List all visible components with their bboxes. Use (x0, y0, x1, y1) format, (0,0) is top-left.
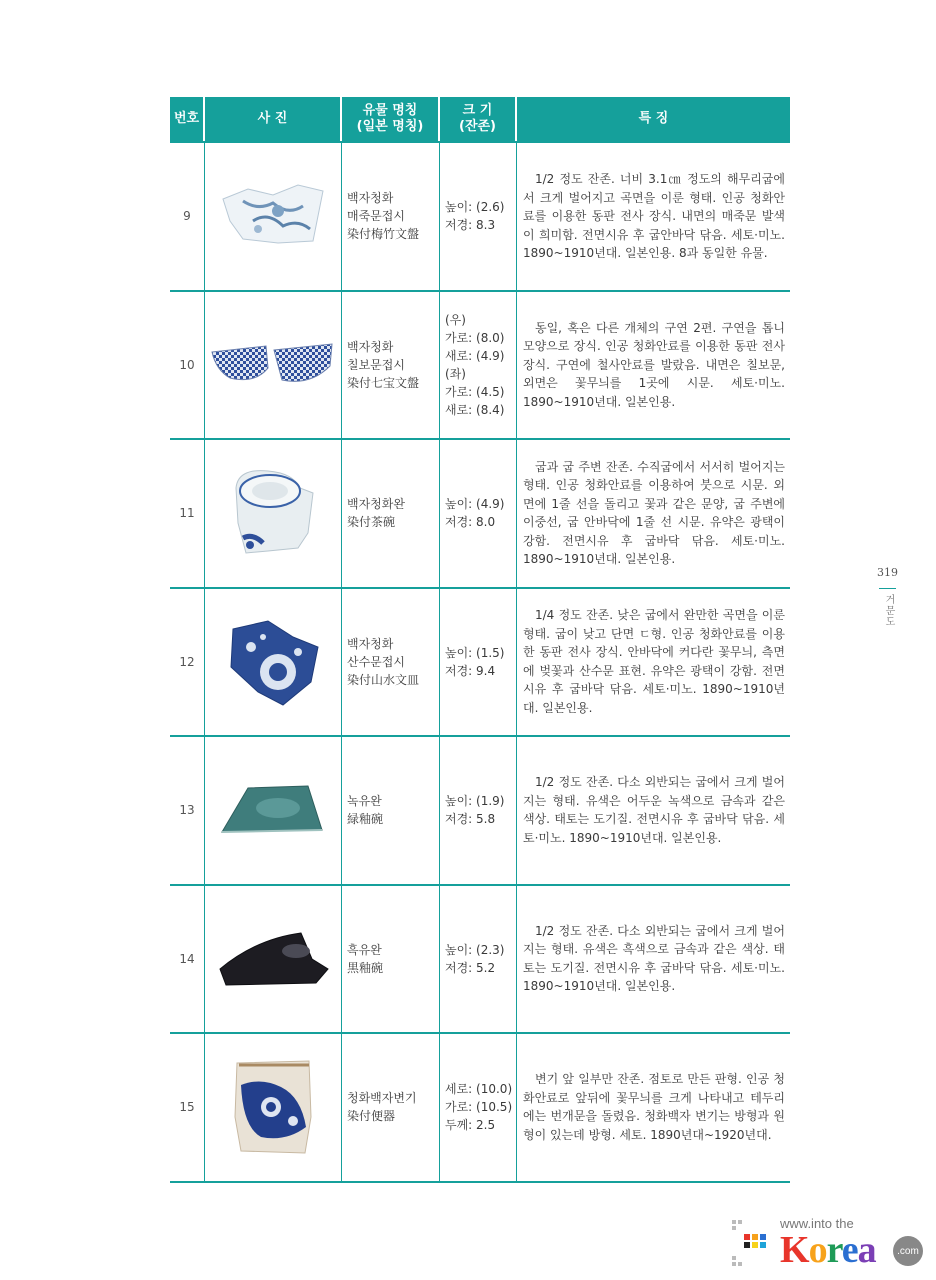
row-number: 12 (170, 589, 205, 736)
table-row (170, 292, 790, 441)
page-number: 319 (877, 566, 898, 579)
artifact-photo (205, 737, 342, 884)
artifact-size: (우) 가로: (8.0) 새로: (4.9) (좌) 가로: (4.5) 새로: (8.4) (440, 292, 517, 439)
artifact-size: 높이: (2.6) 저경: 8.3 (440, 143, 517, 290)
artifact-feature: 1/2 정도 잔존. 다소 외반되는 굽에서 크게 벌어지는 형태. 유색은 어두운 녹색으로 금속과 같은 색상. 태토는 도기질. 전면시유 후 굽바닥 닦음. 세토·미노. 1890~1910년대. 일본인용. (523, 775, 785, 845)
artifact-name: 백자청화 산수문접시 染付山水文皿 (342, 589, 440, 736)
artifact-size: 세로: (10.0) 가로: (10.5) 두께: 2.5 (440, 1034, 517, 1181)
header-photo: 사 진 (205, 97, 342, 141)
artifact-name: 녹유완 緑釉碗 (342, 737, 440, 884)
logo-grid-icon (732, 1220, 772, 1270)
artifact-photo (205, 589, 342, 736)
table-row (170, 886, 790, 1035)
artifact-photo (205, 292, 342, 439)
row-number: 15 (170, 1034, 205, 1181)
artifact-table (170, 97, 790, 1183)
header-name: 유물 명칭 (일본 명칭) (342, 97, 440, 141)
logo-korea-text: Korea (780, 1229, 876, 1271)
logo-com-badge: .com (893, 1236, 923, 1266)
artifact-photo (205, 143, 342, 290)
row-number: 14 (170, 886, 205, 1033)
artifact-name: 백자청화 칠보문접시 染付七宝文盤 (342, 292, 440, 439)
artifact-size: 높이: (1.9) 저경: 5.8 (440, 737, 517, 884)
artifact-feature: 1/4 정도 잔존. 낮은 굽에서 완만한 곡면을 이룬 형태. 굽이 낮고 단면 ㄷ형. 인공 청화안료를 이용한 동판 전사 장식. 안바닥에 커다란 꽃무늬, 측면에 벚꽃과 산수문 표현. 유약은 광택이 강함. 전면시유 후 굽바닥 닦음. 세토·미노. 1890~1910년대. 일본인용. (523, 608, 785, 715)
artifact-photo (205, 440, 342, 587)
row-number: 9 (170, 143, 205, 290)
artifact-size: 높이: (4.9) 저경: 8.0 (440, 440, 517, 587)
artifact-name: 청화백자변기 染付便器 (342, 1034, 440, 1181)
artifact-name: 백자청화 매죽문접시 染付梅竹文盤 (342, 143, 440, 290)
artifact-photo (205, 886, 342, 1033)
side-divider (879, 588, 896, 589)
table-row (170, 143, 790, 292)
header-size: 크 기 (잔존) (440, 97, 517, 141)
row-number: 13 (170, 737, 205, 884)
table-row (170, 589, 790, 738)
table-row (170, 1034, 790, 1183)
artifact-feature: 변기 앞 일부만 잔존. 점토로 만든 판형. 인공 청화안료로 앞뒤에 꽃무늬를 크게 나타내고 테두리에는 번개문을 돌렸음. 청화백자 변기는 방형과 원형이 있는데 방형. 세토. 1890년대~1920년대. (523, 1072, 785, 1142)
intothekorea-logo (732, 1216, 922, 1274)
header-feature: 특 징 (638, 111, 669, 126)
artifact-name: 흑유완 黒釉碗 (342, 886, 440, 1033)
table-row (170, 440, 790, 589)
artifact-feature: 1/2 정도 잔존. 너비 3.1㎝ 정도의 해무리굽에서 크게 벌어지고 곡면을 이룬 형태. 인공 청화안료를 이용한 동판 전사 장식. 내면의 매죽문 발색이 희미함. 전면시유 후 굽안바닥 닦음. 세토·미노. 1890~1910년대. 일본인용. 8과 동일한 유물. (523, 172, 785, 260)
artifact-name: 백자청화완 染付茶碗 (342, 440, 440, 587)
table-header (170, 97, 790, 143)
artifact-feature: 동일, 혹은 다른 개체의 구연 2편. 구연을 톱니모양으로 장식. 인공 청화안료를 이용한 동판 전사 장식. 구연에 철사안료를 발랐음. 내면은 칠보문, 외면은 꽃무늬를 1곳에 시문. 세토·미노. 1890~1910년대. 일본인용. (523, 320, 785, 409)
header-number: 번호 (170, 97, 205, 141)
logo-www-text: www.into the (780, 1216, 854, 1231)
row-number: 11 (170, 440, 205, 587)
artifact-size: 높이: (2.3) 저경: 5.2 (440, 886, 517, 1033)
section-title: 거문도 (883, 594, 894, 627)
row-number: 10 (170, 292, 205, 439)
artifact-photo (205, 1034, 342, 1181)
artifact-feature: 1/2 정도 잔존. 다소 외반되는 굽에서 크게 벌어지는 형태. 유색은 흑색으로 금속과 같은 색상. 태토는 도기질. 전면시유 후 굽바닥 닦음. 세토·미노. 1890~1910년대. 일본인용. (523, 923, 785, 994)
artifact-feature: 굽과 굽 주변 잔존. 수직굽에서 서서히 벌어지는 형태. 인공 청화안료를 이용하여 붓으로 시문. 외면에 1줄 선을 돌리고 꽃과 같은 문양, 굽 주변에 이중선, 굽 안바닥에 1줄 선 시문. 유약은 광택이 강함. 전면시유 후 굽바닥 닦음. 세토·미노. 1890~1910년대. 일본인용. (523, 459, 785, 567)
table-row (170, 737, 790, 886)
artifact-size: 높이: (1.5) 저경: 9.4 (440, 589, 517, 736)
